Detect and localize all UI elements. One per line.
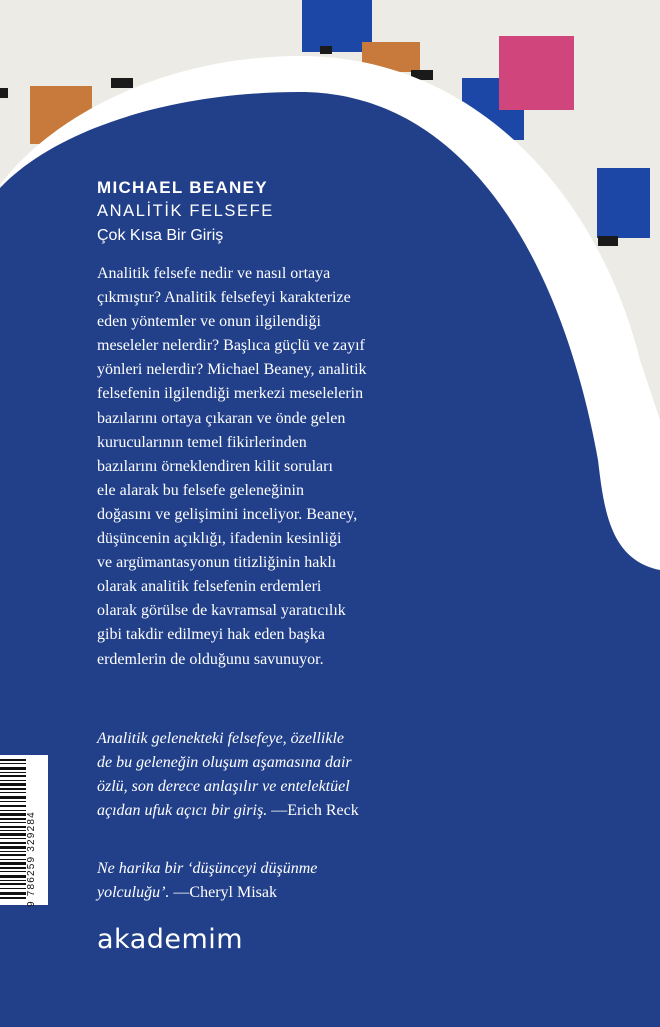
quote-attribution: —Erich Reck	[267, 802, 359, 819]
quote-line: de bu geleneğin oluşum aşamasına dair	[97, 754, 352, 771]
barcode-bars	[0, 755, 26, 905]
blurb-line: yönleri nelerdir? Michael Beaney, analitik	[97, 361, 367, 379]
blurb-line: erdemlerin de olduğunu savunuyor.	[97, 650, 324, 668]
quote-last-line	[97, 799, 417, 823]
isbn-barcode	[0, 755, 48, 905]
blurb-line: bazılarını ortaya çıkaran ve önde gelen	[97, 409, 346, 427]
author-name: MICHAEL BEANEY	[97, 178, 268, 197]
book-subtitle: Çok Kısa Bir Giriş	[97, 227, 224, 244]
painting-square-blue-top	[302, 0, 372, 52]
isbn-number: 9 786259 329284	[26, 811, 37, 907]
painting-black-mark-5	[598, 236, 618, 246]
painting-black-mark-4	[0, 88, 8, 98]
blurb-line: felsefenin ilgilendiği merkezi meselelerin	[97, 385, 364, 403]
book-title: ANALİTİK FELSEFE	[97, 202, 274, 220]
review-quote-reck	[97, 727, 417, 823]
quote-line: yolculuğu’.	[97, 884, 170, 901]
quote-line: Analitik gelenekteki felsefeye, özellikle	[97, 730, 344, 747]
quote-line: Ne harika bir ‘düşünceyi düşünme	[97, 860, 318, 877]
blurb-line: meseleler nelerdir? Başlıca güçlü ve zayıf	[97, 337, 365, 355]
blurb-line: ve argümantasyonun titizliğinin haklı	[97, 554, 337, 572]
blurb-line: kurucularının temel fikirlerinden	[97, 433, 307, 451]
blurb-line: doğasını ve gelişimini inceliyor. Beaney,	[97, 505, 358, 523]
blurb-text	[97, 262, 417, 672]
blurb-line: olarak analitik felsefenin erdemleri	[97, 578, 322, 596]
blurb-line: ele alarak bu felsefe geleneğinin	[97, 481, 304, 499]
blurb-line: bazılarını örneklendiren kilit soruları	[97, 457, 333, 475]
painting-square-blue-right	[597, 168, 650, 238]
quote-attribution: —Cheryl Misak	[169, 884, 277, 901]
blurb-line: gibi takdir edilmeyi hak eden başka	[97, 626, 325, 644]
publisher-logo: akademim	[97, 924, 244, 955]
blurb-line: Analitik felsefe nedir ve nasıl ortaya	[97, 265, 331, 282]
painting-black-mark-3	[111, 78, 133, 88]
painting-square-pink	[499, 36, 574, 110]
quote-last-line	[97, 881, 417, 905]
review-quote-misak	[97, 857, 417, 905]
quote-line: açıdan ufuk açıcı bir giriş.	[97, 802, 268, 819]
blurb-line: düşüncenin açıklığı, ifadenin kesinliği	[97, 530, 342, 548]
blurb-line: çıkmıştır? Analitik felsefeyi karakterize	[97, 289, 351, 307]
painting-black-mark	[320, 46, 332, 54]
quote-line: özlü, son derece anlaşılır ve entelektüel	[97, 778, 350, 795]
blurb-line: eden yöntemler ve onun ilgilendiği	[97, 313, 321, 331]
blurb-line: olarak görülse de kavramsal yaratıcılık	[97, 602, 346, 620]
